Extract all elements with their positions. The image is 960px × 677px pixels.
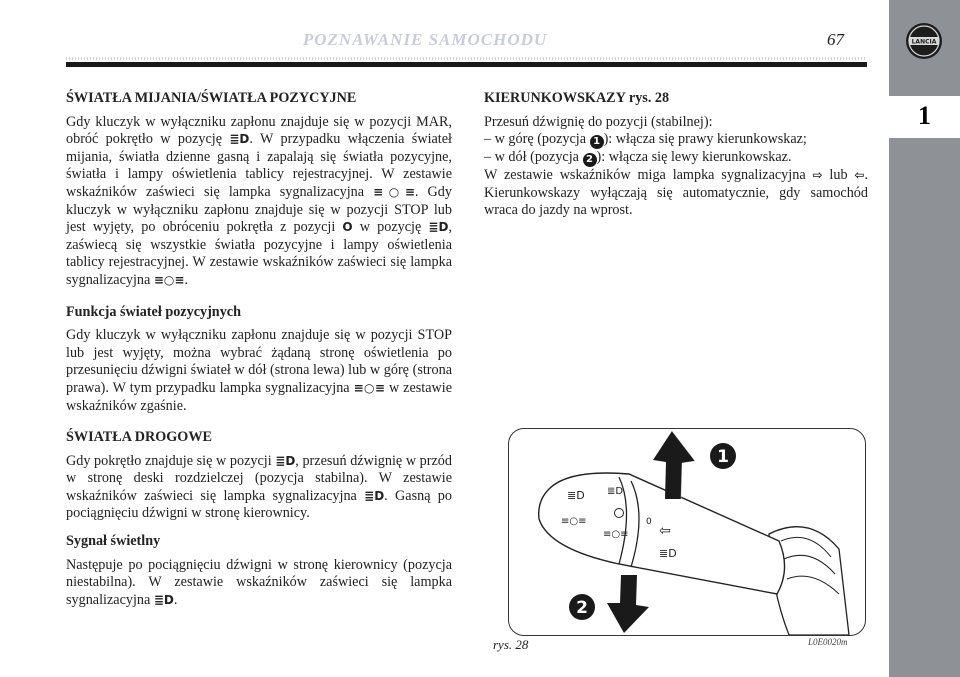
light-stalk-illustration	[509, 429, 865, 635]
right-column	[484, 90, 868, 220]
stalk-indicator-symbol: ⇦	[659, 523, 671, 539]
figure-28	[508, 428, 866, 636]
arrow-left-icon: ⇦	[854, 168, 865, 183]
stalk-auto-symbol: ≣D	[607, 486, 624, 497]
text: Następuje po pociągnięciu dźwigni w stronę kierownicy (pozycja niestabilna). W zestawie wskaźników zaświeci się lampka sygnalizacyjna	[66, 556, 452, 608]
main-beam-icon: ≣D	[364, 488, 385, 503]
paragraph-indicators-warning	[484, 167, 868, 220]
text: .	[173, 591, 178, 608]
text: . Kierunkowskazy wyłączają się automatycznie, gdy samochód wraca do jazdy na wprost.	[484, 167, 869, 219]
header-rule	[66, 62, 867, 67]
paragraph-indicators-intro: Przesuń dźwignię do pozycji (stabilnej):	[484, 113, 713, 130]
page-header-title: POZNAWANIE SAMOCHODU	[302, 30, 548, 49]
paragraph-dipped-position	[66, 114, 452, 290]
text: Gdy pokrętło znajduje się w pozycji	[66, 452, 276, 469]
lancia-logo-icon	[905, 22, 943, 60]
text: . W przypadku włączenia świateł mijania, światła dzienne gasną i zapalają się światła pozycyjne, światła i lampy oświetlenia tablicy rejestracyjnej. W zestawie wskaźników zaświeci się lampka sygnalizacyjna	[66, 131, 452, 200]
label-2-text: 2	[576, 598, 588, 618]
position-lights-icon: ≡○≡	[153, 272, 185, 287]
dipped-beam-icon: ≣D	[229, 132, 250, 147]
text: . Gasną po pociągnięciu dźwigni w stronę kierownicy.	[66, 487, 452, 522]
left-column	[66, 90, 452, 609]
subheading-parking-lights: Funkcja świateł pozycyjnych	[66, 303, 241, 320]
paragraph-parking-lights	[66, 327, 452, 415]
paragraph-main-beam	[66, 453, 452, 523]
header-dotted-line	[66, 57, 867, 60]
text: – w górę (pozycja	[484, 131, 590, 148]
stalk-zero-mark: 0	[646, 517, 652, 527]
arrow-down-icon	[607, 575, 649, 633]
position-lights-icon: ≡○≡	[373, 184, 415, 199]
position-2-badge: 2	[583, 153, 597, 167]
main-beam-icon: ≣D	[153, 592, 174, 607]
stalk-position-symbol-2: ≡○≡	[603, 529, 629, 540]
text: , zaświecą się wszystkie światła pozycyjne i lampy oświetlenia tablicy rejestracyjnej. W zestawie wskaźników zaświeci się lampka sygnalizacyjna	[66, 219, 452, 288]
stalk-position-lights-symbol: ≡○≡	[561, 516, 587, 527]
section-heading-main-beam: ŚWIATŁA DROGOWE	[66, 429, 212, 446]
section-heading-dipped-position: ŚWIATŁA MIJANIA/ŚWIATŁA POZYCYJNE	[66, 90, 357, 106]
text: W zestawie wskaźników miga lampka sygnalizacyjna	[484, 167, 813, 184]
text: , przesuń dźwignię w przód w stronę deski rozdzielczej (pozycja stabilna). W zestawie wskaźników zaświeci się lampka sygnalizacyjna	[66, 452, 452, 504]
page-number: 67	[827, 30, 844, 49]
chapter-number: 1	[889, 96, 960, 138]
text: ): włącza się lewy kierunkowskaz.	[596, 149, 792, 166]
text: Gdy kluczyk w wyłączniku zapłonu znajduje się w pozycji MAR, obróć pokrętło w pozycję	[66, 113, 452, 148]
label-1-text: 1	[717, 447, 729, 467]
stalk-flash-symbol: ≣D	[659, 547, 677, 560]
text: w zestawie wskaźników zgaśnie.	[66, 379, 452, 414]
indicator-item-up	[484, 131, 868, 149]
off-position-icon: O	[342, 220, 353, 235]
logo-text: LANCIA	[911, 38, 937, 46]
stalk-dipped-beam-symbol: ≣D	[567, 489, 585, 502]
text: lub	[822, 167, 855, 184]
arrow-right-icon: ⇨	[812, 168, 823, 183]
text: .	[184, 271, 188, 288]
dipped-beam-icon: ≣D	[428, 220, 449, 235]
figure-caption: rys. 28	[493, 637, 529, 652]
figure-code: L0E0020m	[808, 637, 848, 647]
position-1-badge: 1	[590, 135, 604, 149]
text: ): włącza się prawy kierunkowskaz;	[603, 131, 807, 148]
section-heading-indicators: KIERUNKOWSKAZY rys. 28	[484, 90, 670, 106]
paragraph-headlight-flash	[66, 557, 452, 610]
text: – w dół (pozycja	[484, 149, 583, 166]
text: w pozycję	[352, 219, 429, 236]
subheading-headlight-flash: Sygnał świetlny	[66, 533, 161, 550]
text: . Gdy kluczyk w wyłączniku zapłonu znajduje się w pozycji STOP lub jest wyjęty, po obróceniu pokrętła z pozycji	[66, 183, 452, 236]
position-lights-icon: ≡○≡	[353, 380, 385, 395]
dipped-beam-icon: ≣D	[275, 453, 296, 468]
indicator-item-down	[484, 149, 868, 167]
text: Gdy kluczyk w wyłączniku zapłonu znajduje się w pozycji STOP lub jest wyjęty, można wybrać żądaną stronę oświetlenia po przesunięciu dźwigni świateł w dół (strona lewa) lub w górę (strona prawa). W tym przypadku lampka sygnalizacyjna	[66, 327, 452, 396]
